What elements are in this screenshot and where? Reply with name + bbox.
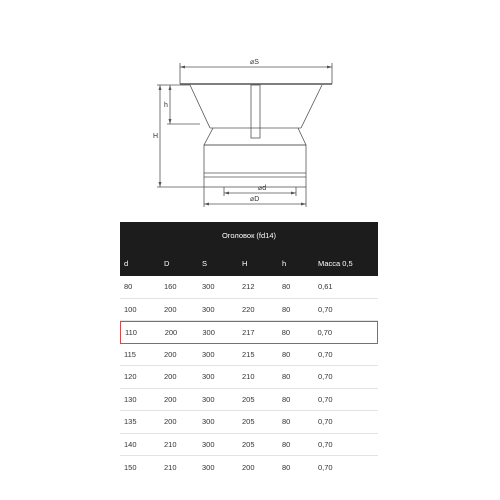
table-cell: 200 bbox=[164, 349, 177, 359]
table-row-highlighted bbox=[120, 321, 378, 344]
table-cell: 160 bbox=[164, 282, 177, 292]
table-body bbox=[120, 276, 378, 479]
col-header-h: h bbox=[282, 258, 287, 268]
table-cell: 210 bbox=[164, 439, 177, 449]
table-cell: 210 bbox=[164, 462, 177, 472]
label-d: ⌀d bbox=[258, 185, 267, 192]
table-cell: 80 bbox=[282, 417, 291, 427]
table-cell: 200 bbox=[164, 372, 177, 382]
table-row bbox=[120, 276, 378, 299]
table-cell: 0,70 bbox=[318, 304, 333, 314]
table-cell: 120 bbox=[124, 372, 137, 382]
col-header-s: S bbox=[202, 258, 208, 268]
col-header-big-d: D bbox=[164, 258, 170, 268]
table-cell: 200 bbox=[164, 327, 178, 337]
table-header bbox=[120, 222, 378, 276]
table-cell: 0,70 bbox=[318, 349, 333, 359]
table-cell: 80 bbox=[282, 282, 291, 292]
col-header-big-h: H bbox=[242, 258, 248, 268]
center-rod bbox=[251, 85, 260, 138]
table-cell: 205 bbox=[242, 417, 255, 427]
table-cell: 215 bbox=[242, 349, 255, 359]
table-cell: 0,70 bbox=[318, 372, 333, 382]
table-cell: 220 bbox=[242, 304, 255, 314]
table-cell: 80 bbox=[282, 304, 291, 314]
table-cell: 300 bbox=[202, 394, 215, 404]
table-cell: 300 bbox=[202, 462, 215, 472]
label-h: h bbox=[164, 102, 168, 109]
pipe-body bbox=[204, 145, 306, 187]
table-cell: 115 bbox=[124, 349, 136, 359]
table-row bbox=[120, 411, 378, 434]
table-cell: 80 bbox=[124, 282, 133, 292]
table-row bbox=[120, 456, 378, 479]
table-row bbox=[120, 434, 378, 457]
table-cell: 300 bbox=[202, 349, 215, 359]
col-header-mass: Масса 0,5 bbox=[318, 258, 353, 268]
table-cell: 0,61 bbox=[318, 282, 333, 292]
table-cell: 130 bbox=[124, 394, 137, 404]
table-cell: 135 bbox=[124, 417, 137, 427]
col-header-d: d bbox=[124, 258, 129, 268]
label-big-h: H bbox=[153, 133, 159, 140]
table-cell: 300 bbox=[202, 282, 215, 292]
table-cell: 212 bbox=[242, 282, 255, 292]
table-cell: 200 bbox=[164, 304, 177, 314]
table-cell: 80 bbox=[282, 439, 291, 449]
table-cell: 0,70 bbox=[318, 439, 333, 449]
table-title: Оголовок (fd14) bbox=[221, 231, 277, 240]
table-cell: 210 bbox=[242, 372, 255, 382]
label-big-d: ⌀D bbox=[250, 196, 260, 203]
table-cell: 217 bbox=[242, 327, 255, 337]
table-row bbox=[120, 299, 378, 322]
table-cell: 140 bbox=[124, 439, 137, 449]
table-cell: 110 bbox=[125, 327, 137, 337]
table-cell: 200 bbox=[164, 417, 177, 427]
label-s: ⌀S bbox=[250, 59, 259, 66]
table-cell: 100 bbox=[124, 304, 137, 314]
table-cell: 300 bbox=[202, 439, 215, 449]
table-cell: 80 bbox=[282, 372, 291, 382]
table-cell: 200 bbox=[242, 462, 255, 472]
table-cell: 150 bbox=[124, 462, 137, 472]
table-cell: 200 bbox=[164, 394, 177, 404]
table-cell: 300 bbox=[202, 417, 215, 427]
table-cell: 300 bbox=[202, 327, 215, 337]
table-cell: 80 bbox=[282, 462, 291, 472]
table-cell: 80 bbox=[281, 327, 291, 337]
table-row bbox=[120, 389, 378, 412]
table-cell: 0,70 bbox=[317, 327, 333, 337]
spec-table bbox=[120, 222, 378, 479]
table-cell: 300 bbox=[202, 304, 215, 314]
table-cell: 0,70 bbox=[318, 394, 333, 404]
table-cell: 205 bbox=[242, 439, 255, 449]
table-row bbox=[120, 366, 378, 389]
table-cell: 300 bbox=[202, 372, 215, 382]
cone-right bbox=[301, 85, 322, 128]
table-cell: 80 bbox=[282, 394, 291, 404]
column-headers bbox=[120, 250, 378, 276]
table-cell: 80 bbox=[282, 349, 291, 359]
cone-left bbox=[190, 85, 210, 128]
table-row bbox=[120, 344, 378, 367]
chimney-cap-drawing bbox=[0, 0, 500, 215]
table-cell: 205 bbox=[242, 394, 255, 404]
table-cell: 0,70 bbox=[318, 462, 333, 472]
table-cell: 0,70 bbox=[318, 417, 333, 427]
